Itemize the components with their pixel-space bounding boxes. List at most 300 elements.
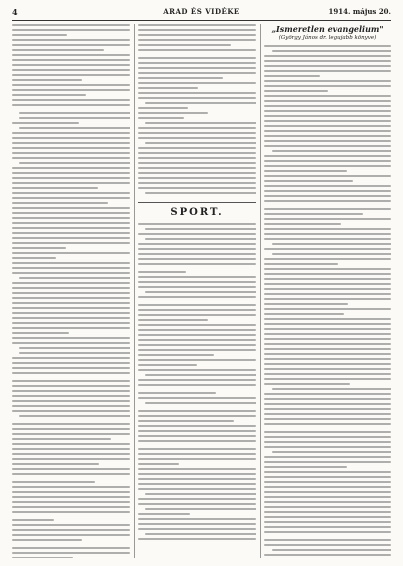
text-line <box>264 456 391 458</box>
text-line <box>138 29 256 31</box>
text-line <box>264 423 391 425</box>
text-line <box>138 440 256 442</box>
text-line <box>138 147 256 149</box>
text-line <box>12 84 130 86</box>
text-line <box>264 403 391 405</box>
text-line <box>264 293 391 295</box>
text-line <box>138 177 256 179</box>
text-line <box>264 145 391 147</box>
text-line <box>19 347 130 349</box>
text-line <box>138 248 256 250</box>
text-line <box>12 267 130 269</box>
text-line <box>12 147 130 149</box>
column-divider <box>134 24 135 558</box>
text-line <box>264 506 391 508</box>
text-line <box>264 160 391 162</box>
text-column-right <box>264 24 391 558</box>
text-line <box>138 92 256 94</box>
text-line <box>264 481 391 483</box>
text-line <box>138 72 256 74</box>
text-line <box>138 538 256 540</box>
text-line <box>138 117 184 119</box>
text-line <box>12 34 67 36</box>
text-line <box>12 390 130 392</box>
text-line <box>264 140 391 142</box>
text-line <box>138 67 256 69</box>
text-line <box>138 271 186 273</box>
text-line <box>264 338 391 340</box>
text-line <box>264 436 391 438</box>
text-line <box>264 125 391 127</box>
text-line <box>264 476 391 478</box>
text-line <box>264 100 391 102</box>
text-line <box>12 468 130 470</box>
text-line <box>264 486 391 488</box>
text-line <box>264 288 391 290</box>
text-line <box>12 302 130 304</box>
text-line <box>19 352 130 354</box>
text-line <box>138 384 256 386</box>
text-line <box>138 132 256 134</box>
text-line <box>138 528 256 530</box>
text-line <box>12 222 130 224</box>
text-line <box>264 228 391 230</box>
text-line <box>264 328 391 330</box>
text-line <box>12 157 130 159</box>
text-line <box>12 24 130 26</box>
header-divider <box>12 20 391 21</box>
text-line <box>264 90 328 92</box>
text-line <box>138 415 256 417</box>
text-line <box>12 242 130 244</box>
text-line <box>138 24 256 26</box>
text-line <box>264 170 347 172</box>
text-line <box>264 418 391 420</box>
text-line <box>138 478 256 480</box>
text-line <box>12 547 130 549</box>
text-line <box>12 69 130 71</box>
text-line <box>12 400 130 402</box>
text-line <box>264 298 391 300</box>
text-block-sport <box>138 223 256 540</box>
text-line <box>138 448 256 450</box>
text-line <box>12 322 130 324</box>
text-line <box>264 398 391 400</box>
text-line <box>12 257 56 259</box>
text-line <box>272 549 391 551</box>
text-line <box>264 120 391 122</box>
text-line <box>264 130 391 132</box>
text-line <box>264 496 391 498</box>
text-line <box>12 372 130 374</box>
text-line <box>264 511 391 513</box>
text-line <box>138 286 256 288</box>
text-line <box>264 263 338 265</box>
text-line <box>12 463 99 465</box>
text-line <box>264 303 348 305</box>
sport-heading: SPORT. <box>170 207 224 218</box>
text-line <box>145 238 256 240</box>
text-line <box>19 277 130 279</box>
text-line <box>264 471 391 473</box>
text-line <box>12 29 130 31</box>
column-divider <box>260 24 261 558</box>
text-line <box>12 405 130 407</box>
text-line <box>12 385 130 387</box>
text-line <box>138 253 256 255</box>
text-line <box>19 162 130 164</box>
text-line <box>264 526 391 528</box>
text-line <box>19 127 130 129</box>
newspaper-title: ARAD ÉS VIDÉKE <box>163 7 240 16</box>
page-number: 4 <box>12 7 18 17</box>
text-line <box>138 82 256 84</box>
text-line <box>12 182 130 184</box>
text-line <box>12 297 130 299</box>
text-line <box>12 443 130 445</box>
text-line <box>138 182 256 184</box>
text-line <box>138 458 256 460</box>
text-line <box>12 317 130 319</box>
text-line <box>12 132 130 134</box>
text-line <box>264 308 391 310</box>
text-line <box>138 379 256 381</box>
text-line <box>264 155 391 157</box>
text-line <box>138 44 231 46</box>
text-line <box>264 413 391 415</box>
text-line <box>138 354 214 356</box>
section-divider <box>138 202 256 203</box>
text-line <box>138 463 179 465</box>
text-line <box>264 175 391 177</box>
text-line <box>138 430 256 432</box>
text-line <box>12 152 130 154</box>
page-header <box>12 6 391 18</box>
text-line <box>12 192 130 194</box>
text-line <box>12 524 130 526</box>
text-line <box>12 292 130 294</box>
text-line <box>12 539 82 541</box>
text-line <box>12 49 104 51</box>
text-line <box>264 180 353 182</box>
text-line <box>264 461 391 463</box>
text-line <box>264 501 391 503</box>
text-line <box>145 374 256 376</box>
text-line <box>264 353 391 355</box>
text-line <box>12 172 130 174</box>
text-line <box>12 99 130 101</box>
text-line <box>138 473 256 475</box>
text-line <box>12 357 130 359</box>
text-line <box>12 272 130 274</box>
text-line <box>12 142 130 144</box>
text-line <box>138 167 256 169</box>
text-line <box>138 324 256 326</box>
text-line <box>264 248 391 250</box>
text-line <box>145 533 256 535</box>
text-line <box>12 496 130 498</box>
text-line <box>138 87 198 89</box>
text-line <box>264 516 391 518</box>
text-line <box>138 364 197 366</box>
text-line <box>264 363 391 365</box>
text-line <box>138 319 208 321</box>
issue-date: 1914. május 20. <box>328 7 391 16</box>
text-line <box>12 262 130 264</box>
review-title: „Ismeretlen evangelium" <box>271 24 384 34</box>
text-line <box>12 380 130 382</box>
text-line <box>12 501 130 503</box>
text-line <box>138 359 256 361</box>
text-line <box>138 77 223 79</box>
text-line <box>138 243 256 245</box>
text-line <box>12 529 130 531</box>
text-line <box>138 57 256 59</box>
text-line <box>264 544 391 546</box>
text-line <box>12 64 130 66</box>
text-line <box>264 45 391 47</box>
text-line <box>264 195 391 197</box>
text-line <box>12 433 130 435</box>
text-column-middle <box>138 24 256 558</box>
text-line <box>264 200 391 202</box>
text-line <box>19 117 130 119</box>
text-line <box>138 281 256 283</box>
text-line <box>264 218 391 220</box>
text-line <box>138 258 256 260</box>
text-line <box>12 557 73 558</box>
text-line <box>19 415 130 417</box>
text-line <box>12 39 130 41</box>
text-line <box>12 237 130 239</box>
text-line <box>12 54 130 56</box>
text-line <box>272 253 391 255</box>
text-line <box>264 105 391 107</box>
text-line <box>138 34 256 36</box>
text-line <box>145 508 256 510</box>
text-column-left <box>12 24 130 558</box>
text-line <box>12 453 130 455</box>
text-line <box>145 228 256 230</box>
text-line <box>264 358 391 360</box>
text-line <box>264 283 391 285</box>
text-line <box>145 402 256 404</box>
text-line <box>12 312 130 314</box>
text-line <box>264 441 391 443</box>
text-line <box>138 97 256 99</box>
text-line <box>12 212 130 214</box>
text-line <box>145 122 256 124</box>
text-line <box>138 223 256 225</box>
text-line <box>264 383 350 385</box>
text-line <box>12 282 130 284</box>
text-line <box>272 388 391 390</box>
text-line <box>264 135 391 137</box>
text-line <box>145 102 256 104</box>
text-block-review <box>264 45 391 556</box>
text-line <box>138 107 188 109</box>
text-line <box>138 488 256 490</box>
text-line <box>264 258 391 260</box>
text-line <box>264 333 391 335</box>
text-line <box>264 238 391 240</box>
text-line <box>264 208 391 210</box>
text-line <box>272 243 391 245</box>
text-line <box>264 268 391 270</box>
text-line <box>264 233 391 235</box>
text-line <box>138 112 208 114</box>
text-line <box>12 197 130 199</box>
text-line <box>12 473 130 475</box>
text-line <box>12 207 130 209</box>
text-line <box>138 334 256 336</box>
text-line <box>138 187 256 189</box>
text-line <box>138 127 256 129</box>
text-line <box>138 263 256 265</box>
text-line <box>12 342 130 344</box>
text-line <box>138 523 256 525</box>
text-line <box>138 49 256 51</box>
text-line <box>12 486 130 488</box>
text-line <box>12 137 130 139</box>
text-line <box>264 223 341 225</box>
text-line <box>138 468 256 470</box>
text-line <box>264 431 391 433</box>
text-line <box>12 167 130 169</box>
text-line <box>138 420 234 422</box>
text-line <box>138 410 256 412</box>
text-line <box>138 62 256 64</box>
text-line <box>264 408 391 410</box>
text-line <box>138 349 256 351</box>
text-line <box>19 112 130 114</box>
text-line <box>12 227 130 229</box>
text-line <box>12 202 108 204</box>
text-line <box>138 162 256 164</box>
text-line <box>12 337 130 339</box>
text-line <box>12 217 130 219</box>
text-line <box>12 438 111 440</box>
text-line <box>12 458 130 460</box>
text-line <box>138 518 256 520</box>
text-line <box>138 39 256 41</box>
text-line <box>145 142 256 144</box>
text-line <box>12 252 130 254</box>
text-line <box>264 115 391 117</box>
text-line <box>272 451 391 453</box>
text-line <box>12 491 130 493</box>
text-line <box>12 481 95 483</box>
text-line <box>12 552 130 554</box>
text-line <box>264 278 391 280</box>
text-line <box>138 152 256 154</box>
text-line <box>264 393 391 395</box>
text-line <box>12 534 130 536</box>
text-line <box>12 423 130 425</box>
text-line <box>138 329 256 331</box>
text-line <box>12 94 86 96</box>
text-line <box>264 190 391 192</box>
text-line <box>12 448 130 450</box>
text-line <box>264 95 391 97</box>
text-line <box>264 313 344 315</box>
text-line <box>138 369 256 371</box>
text-line <box>138 304 256 306</box>
text-line <box>264 55 391 57</box>
review-subtitle: (György János dr. legujabb könyve) <box>278 35 377 41</box>
text-line <box>138 453 256 455</box>
text-line <box>12 367 130 369</box>
text-line <box>264 466 347 468</box>
text-line <box>138 397 256 399</box>
text-line <box>138 309 256 311</box>
text-block-upper <box>138 24 256 200</box>
text-line <box>145 493 256 495</box>
text-line <box>12 519 54 521</box>
text-line <box>12 362 130 364</box>
text-line <box>12 74 130 76</box>
text-line <box>264 80 391 82</box>
text-line <box>12 44 130 46</box>
text-line <box>138 513 190 515</box>
text-line <box>264 531 391 533</box>
text-line <box>12 89 130 91</box>
text-line <box>12 177 130 179</box>
text-line <box>138 296 256 298</box>
text-line <box>264 368 391 370</box>
text-line <box>12 307 130 309</box>
text-line <box>138 435 256 437</box>
text-line <box>264 60 391 62</box>
text-line <box>264 323 391 325</box>
text-line <box>264 70 391 72</box>
text-line <box>264 110 391 112</box>
text-line <box>12 511 130 513</box>
text-line <box>138 233 256 235</box>
text-line <box>264 373 391 375</box>
text-line <box>12 428 130 430</box>
text-line <box>12 247 66 249</box>
text-line <box>138 498 256 500</box>
text-line <box>12 410 130 412</box>
text-line <box>138 314 256 316</box>
text-line <box>138 503 256 505</box>
text-line <box>264 273 391 275</box>
text-line <box>264 75 320 77</box>
text-line <box>272 150 391 152</box>
text-line <box>264 348 391 350</box>
text-line <box>145 291 256 293</box>
text-line <box>12 395 130 397</box>
text-line <box>264 213 363 215</box>
text-line <box>264 165 391 167</box>
text-line <box>138 483 256 485</box>
text-line <box>272 50 391 52</box>
text-line <box>264 491 391 493</box>
paragraph-gap <box>138 197 256 200</box>
text-line <box>138 392 216 394</box>
text-line <box>12 79 82 81</box>
text-line <box>12 332 69 334</box>
text-line <box>12 506 130 508</box>
text-line <box>264 85 391 87</box>
text-line <box>12 232 130 234</box>
text-line <box>138 172 256 174</box>
text-line <box>12 187 98 189</box>
text-line <box>145 192 256 194</box>
text-line <box>264 318 391 320</box>
text-line <box>12 122 79 124</box>
